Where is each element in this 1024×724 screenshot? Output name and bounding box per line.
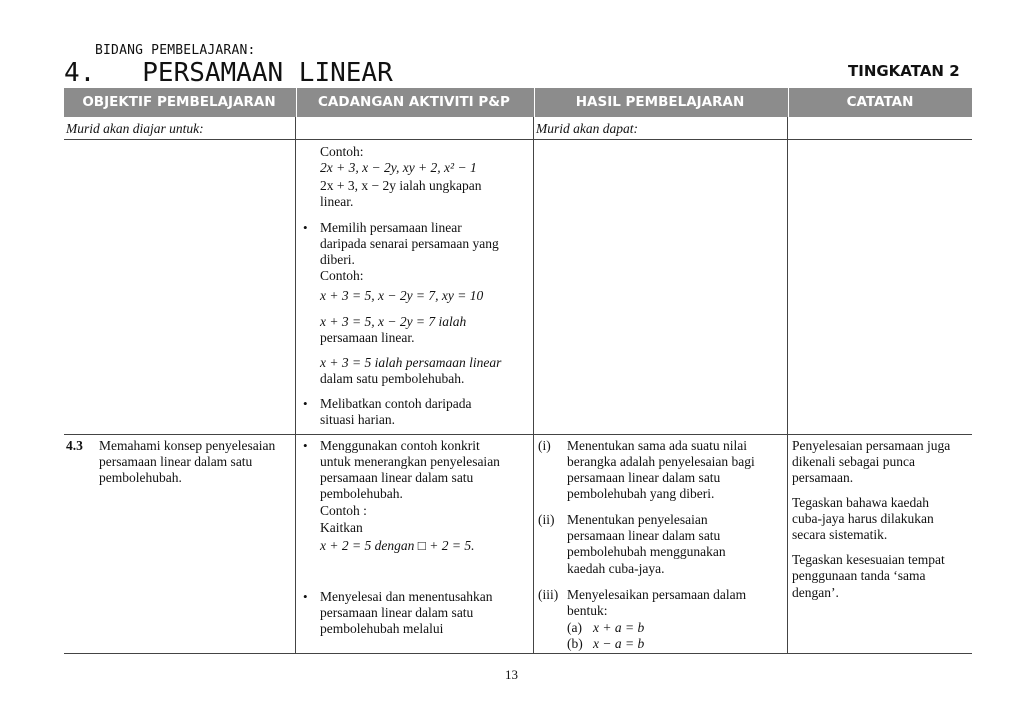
outcome-marker: (ii) <box>538 512 555 527</box>
activity-text: Contoh : <box>320 503 367 518</box>
activity-text: dalam satu pembolehubah. <box>320 371 465 386</box>
activity-text: persamaan linear dalam satu <box>320 605 474 620</box>
bullet-icon: • <box>303 220 308 235</box>
activity-text: untuk menerangkan penyelesaian <box>320 454 500 469</box>
column-divider <box>295 117 296 653</box>
activity-text: Contoh: <box>320 144 364 159</box>
activity-text: Menyelesai dan menentusahkan <box>320 589 493 604</box>
page-number: 13 <box>505 667 518 682</box>
activity-text: x + 3 = 5, x − 2y = 7, xy = 10 <box>320 288 484 303</box>
notes-text: dengan’. <box>792 585 839 600</box>
notes-text: secara sistematik. <box>792 527 888 542</box>
activity-text: daripada senarai persamaan yang <box>320 236 499 251</box>
activity-text: diberi. <box>320 252 355 267</box>
outcome-text: kaedah cuba-jaya. <box>567 561 665 576</box>
activity-text: linear. <box>320 194 354 209</box>
outcome-text: persamaan linear dalam satu <box>567 528 721 543</box>
outcome-marker: (a) <box>567 620 582 635</box>
notes-text: dikenali sebagai punca <box>792 454 915 469</box>
activity-text: Menggunakan contoh konkrit <box>320 438 480 453</box>
column-header-objective: OBJEKTIF PEMBELAJARAN <box>82 94 276 110</box>
activity-text: pembolehubah. <box>320 486 403 501</box>
table-bottom-border <box>64 653 972 654</box>
objective-text: Memahami konsep penyelesaian <box>99 438 276 453</box>
header-separator <box>534 88 535 117</box>
outcome-marker: (i) <box>538 438 551 453</box>
activity-text: persamaan linear. <box>320 330 415 345</box>
outcome-text: Menyelesaikan persamaan dalam <box>567 587 747 602</box>
bullet-icon: • <box>303 589 308 604</box>
outcome-text: pembolehubah menggunakan <box>567 544 726 559</box>
activity-text: persamaan linear dalam satu <box>320 470 474 485</box>
notes-text: cuba-jaya harus dilakukan <box>792 511 934 526</box>
outcome-text: bentuk: <box>567 603 608 618</box>
row-divider <box>64 434 972 435</box>
activity-text: x + 3 = 5 ialah persamaan linear <box>320 355 502 370</box>
activity-text: Kaitkan <box>320 520 363 535</box>
notes-text: persamaan. <box>792 470 854 485</box>
activity-text: situasi harian. <box>320 412 395 427</box>
outcome-marker: (iii) <box>538 587 559 602</box>
form-level-label: TINGKATAN 2 <box>848 62 960 80</box>
column-header-outcome: HASIL PEMBELAJARAN <box>575 94 745 110</box>
activity-text: Melibatkan contoh daripada <box>320 396 472 411</box>
objective-subheader: Murid akan diajar untuk: <box>66 121 204 136</box>
activity-text: Contoh: <box>320 268 364 283</box>
outcome-text: x − a = b <box>593 636 645 651</box>
learning-area-label: BIDANG PEMBELAJARAN: <box>95 43 256 58</box>
outcome-text: persamaan linear dalam satu <box>567 470 721 485</box>
activity-text: pembolehubah melalui <box>320 621 444 636</box>
column-header-activity: CADANGAN AKTIVITI P&P <box>318 94 510 110</box>
activity-text: 2x + 3, x − 2y ialah ungkapan <box>320 178 482 193</box>
column-divider <box>787 117 788 653</box>
outcome-text: Menentukan penyelesaian <box>567 512 708 527</box>
bullet-icon: • <box>303 396 308 411</box>
activity-text: x + 2 = 5 dengan □ + 2 = 5. <box>320 538 475 553</box>
column-divider <box>533 117 534 653</box>
subheader-divider <box>64 139 972 140</box>
bullet-icon: • <box>303 438 308 453</box>
outcome-text: x + a = b <box>593 620 645 635</box>
notes-text: Penyelesaian persamaan juga <box>792 438 951 453</box>
header-separator <box>788 88 789 117</box>
outcome-text: Menentukan sama ada suatu nilai <box>567 438 747 453</box>
column-header-notes: CATATAN <box>846 94 914 110</box>
objective-text: persamaan linear dalam satu <box>99 454 253 469</box>
outcome-text: berangka adalah penyelesaian bagi <box>567 454 755 469</box>
objective-text: pembolehubah. <box>99 470 182 485</box>
notes-text: Tegaskan bahawa kaedah <box>792 495 929 510</box>
activity-text: x + 3 = 5, x − 2y = 7 ialah <box>320 314 467 329</box>
outcome-text: pembolehubah yang diberi. <box>567 486 715 501</box>
activity-text: 2x + 3, x − 2y, xy + 2, x² − 1 <box>320 160 477 175</box>
notes-text: penggunaan tanda ‘sama <box>792 568 926 583</box>
topic-title: 4. PERSAMAAN LINEAR <box>64 58 393 88</box>
activity-text: Memilih persamaan linear <box>320 220 462 235</box>
notes-text: Tegaskan kesesuaian tempat <box>792 552 945 567</box>
objective-number: 4.3 <box>66 438 83 453</box>
header-separator <box>296 88 297 117</box>
outcome-marker: (b) <box>567 636 583 651</box>
outcome-subheader: Murid akan dapat: <box>536 121 638 136</box>
